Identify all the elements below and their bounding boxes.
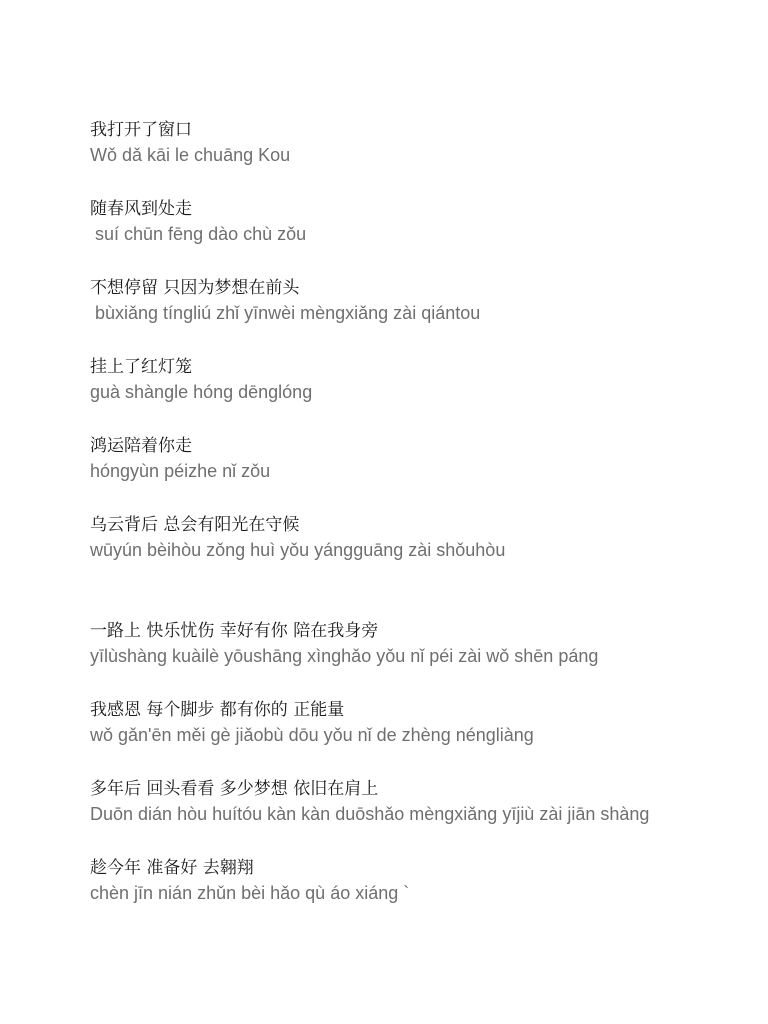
pinyin-text: chèn jīn nián zhǔn bèi hǎo qù áo xiáng ` [90, 883, 410, 903]
chinese-text: 不想停留 只因为梦想在前头 [90, 278, 300, 298]
lyric-line [90, 513, 750, 619]
pinyin-text: wūyún bèihòu zǒng huì yǒu yángguāng zài shǒuhòu [90, 540, 506, 560]
lyric-line [90, 698, 750, 777]
chinese-text: 趁今年 准备好 去翱翔 [90, 858, 254, 878]
lyrics-body [90, 118, 750, 935]
pinyin-text: guà shàngle hóng dēnglóng [90, 382, 313, 402]
pinyin-text: Wǒ dǎ kāi le chuāng Kou [90, 145, 291, 165]
chinese-text: 我感恩 每个脚步 都有你的 正能量 [90, 700, 345, 720]
pinyin-text: bùxiǎng tíngliú zhǐ yīnwèi mèngxiǎng zài qiántou [90, 303, 481, 323]
pinyin-text: yīlùshàng kuàilè yōushāng xìnghǎo yǒu nǐ péi zài wǒ shēn páng [90, 646, 599, 666]
lyric-line [90, 276, 750, 355]
lyric-line [90, 434, 750, 513]
chinese-text: 挂上了红灯笼 [90, 357, 192, 377]
lyric-line [90, 619, 750, 698]
lyric-line [90, 197, 750, 276]
chinese-text: 随春风到处走 [90, 199, 192, 219]
pinyin-text: wǒ gǎn'ēn měi gè jiǎobù dōu yǒu nǐ de zhèng néngliàng [90, 725, 534, 745]
chinese-text: 乌云背后 总会有阳光在守候 [90, 515, 300, 535]
pinyin-text: Duōn dián hòu huítóu kàn kàn duōshǎo mèngxiǎng yījiù zài jiān shàng [90, 804, 650, 824]
lyric-line [90, 777, 750, 856]
lyric-line [90, 856, 750, 935]
chinese-text: 多年后 回头看看 多少梦想 依旧在肩上 [90, 779, 379, 799]
lyric-line [90, 118, 750, 197]
chinese-text: 鸿运陪着你走 [90, 436, 192, 456]
pinyin-text: hóngyùn péizhe nǐ zǒu [90, 461, 271, 481]
chinese-text: 一路上 快乐忧伤 幸好有你 陪在我身旁 [90, 621, 379, 641]
chinese-text: 我打开了窗口 [90, 120, 192, 140]
pinyin-text: suí chūn fēng dào chù zǒu [90, 224, 307, 244]
lyric-line [90, 355, 750, 434]
